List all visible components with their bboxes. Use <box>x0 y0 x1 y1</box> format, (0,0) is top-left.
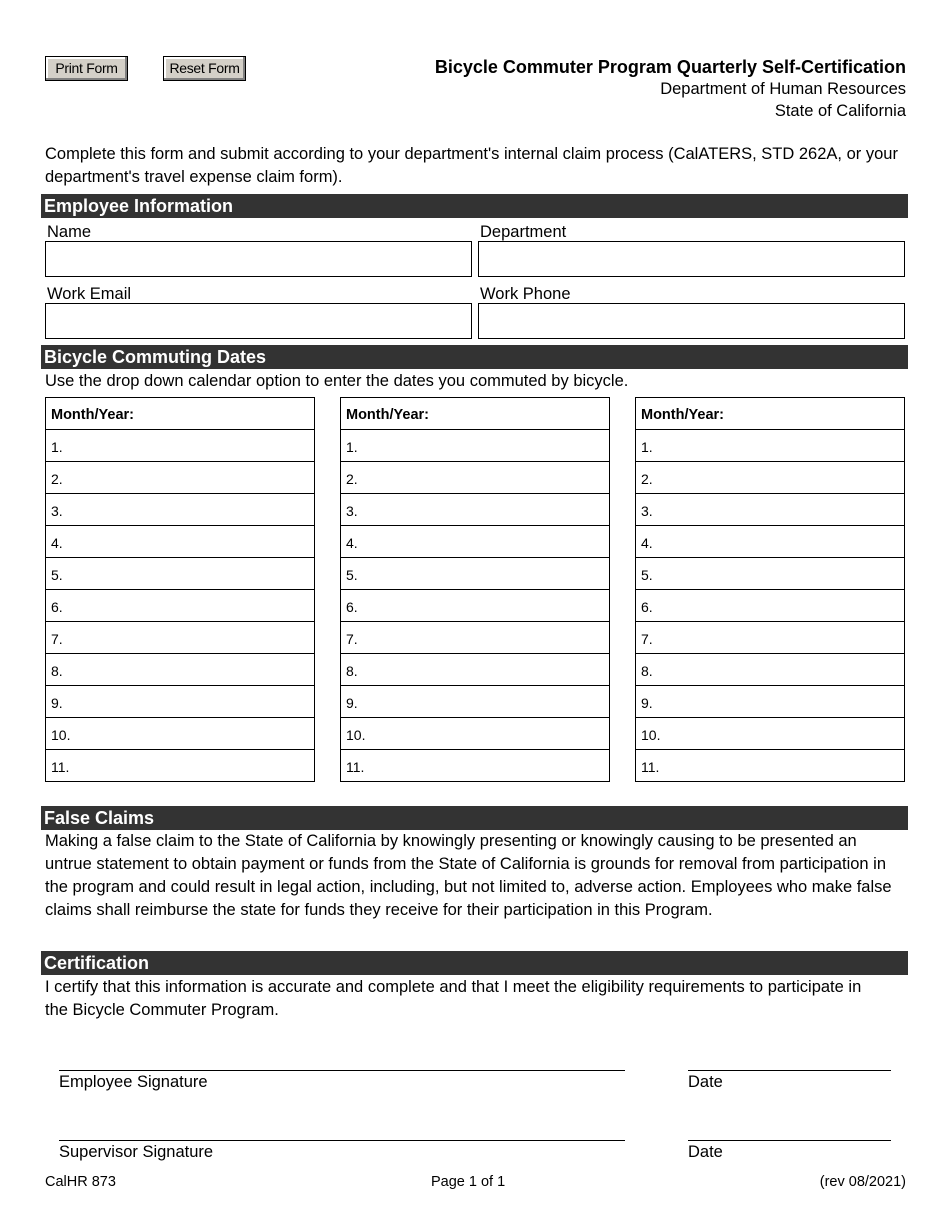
name-field[interactable] <box>45 241 472 277</box>
date-field[interactable]: 5. <box>341 557 609 589</box>
date-field[interactable]: 7. <box>341 621 609 653</box>
page-number: Page 1 of 1 <box>431 1174 506 1190</box>
date-field[interactable]: 4. <box>46 525 314 557</box>
work-phone-field[interactable] <box>478 303 905 339</box>
date-field[interactable]: 3. <box>46 493 314 525</box>
date-field[interactable]: 11. <box>341 749 609 781</box>
false-claims-heading: False Claims <box>41 806 908 830</box>
date-field[interactable]: 9. <box>636 685 904 717</box>
date-field[interactable]: 2. <box>341 461 609 493</box>
form-id: CalHR 873 <box>45 1174 116 1190</box>
date-field[interactable]: 11. <box>636 749 904 781</box>
department-field[interactable] <box>478 241 905 277</box>
date-field[interactable]: 6. <box>636 589 904 621</box>
date-table-1 <box>45 397 315 782</box>
date-field[interactable]: 2. <box>46 461 314 493</box>
employee-signature-line[interactable] <box>59 1070 625 1071</box>
date-field[interactable]: 7. <box>636 621 904 653</box>
date-field[interactable]: 9. <box>46 685 314 717</box>
department-name: Department of Human Resources <box>660 80 906 98</box>
date-field[interactable]: 3. <box>341 493 609 525</box>
month-year-field[interactable]: Month/Year: <box>51 407 134 423</box>
form-title: Bicycle Commuter Program Quarterly Self-Certification <box>434 57 906 77</box>
date-field[interactable]: 1. <box>341 429 609 461</box>
print-form-button[interactable]: Print Form <box>45 56 128 81</box>
date-table-2 <box>340 397 610 782</box>
date-field[interactable]: 5. <box>46 557 314 589</box>
date-field[interactable]: 2. <box>636 461 904 493</box>
commuting-instructions: Use the drop down calendar option to enter the dates you commuted by bicycle. <box>45 372 629 390</box>
date-field[interactable]: 8. <box>636 653 904 685</box>
date-field[interactable]: 8. <box>46 653 314 685</box>
date-field[interactable]: 3. <box>636 493 904 525</box>
supervisor-signature-label: Supervisor Signature <box>59 1143 214 1161</box>
date-table-3 <box>635 397 905 782</box>
department-label: Department <box>480 223 567 241</box>
date-field[interactable]: 6. <box>46 589 314 621</box>
date-field[interactable]: 1. <box>46 429 314 461</box>
supervisor-signature-line[interactable] <box>59 1140 625 1141</box>
work-email-label: Work Email <box>47 285 132 303</box>
month-year-field[interactable]: Month/Year: <box>641 407 724 423</box>
false-claims-text: Making a false claim to the State of California by knowingly presenting or knowingly causing to be presented an untrue statement to obtain payment or funds from the State of California is grounds for removal from participation in the program and could result in legal action, including, but not limited to, adverse action. Employees who make false claims shall reimburse the state for funds they receive for their participation in this Program. <box>45 832 892 919</box>
employee-info-heading: Employee Information <box>41 194 908 218</box>
date-field[interactable]: 9. <box>341 685 609 717</box>
certification-heading: Certification <box>41 951 908 975</box>
date-field[interactable]: 7. <box>46 621 314 653</box>
employee-signature-label: Employee Signature <box>59 1073 208 1091</box>
intro-text: Complete this form and submit according to your department's internal claim process (CalATERS, STD 262A, or your department's travel expense claim form). <box>45 145 898 186</box>
month-year-field[interactable]: Month/Year: <box>346 407 429 423</box>
supervisor-date-line[interactable] <box>688 1140 891 1141</box>
date-field[interactable]: 1. <box>636 429 904 461</box>
date-field[interactable]: 10. <box>46 717 314 749</box>
date-field[interactable]: 5. <box>636 557 904 589</box>
date-field[interactable]: 4. <box>636 525 904 557</box>
employee-date-line[interactable] <box>688 1070 891 1071</box>
work-email-field[interactable] <box>45 303 472 339</box>
date-field[interactable]: 11. <box>46 749 314 781</box>
state-name: State of California <box>774 102 906 120</box>
commuting-dates-heading: Bicycle Commuting Dates <box>41 345 908 369</box>
employee-date-label: Date <box>688 1073 723 1091</box>
date-field[interactable]: 10. <box>341 717 609 749</box>
reset-form-button[interactable]: Reset Form <box>163 56 246 81</box>
date-field[interactable]: 10. <box>636 717 904 749</box>
name-label: Name <box>47 223 92 241</box>
date-field[interactable]: 4. <box>341 525 609 557</box>
work-phone-label: Work Phone <box>480 285 571 303</box>
supervisor-date-label: Date <box>688 1143 723 1161</box>
revision-date: (rev 08/2021) <box>819 1174 906 1190</box>
certification-text: I certify that this information is accurate and complete and that I meet the eligibility requirements to participate in the Bicycle Commuter Program. <box>45 978 862 1019</box>
date-field[interactable]: 8. <box>341 653 609 685</box>
date-field[interactable]: 6. <box>341 589 609 621</box>
